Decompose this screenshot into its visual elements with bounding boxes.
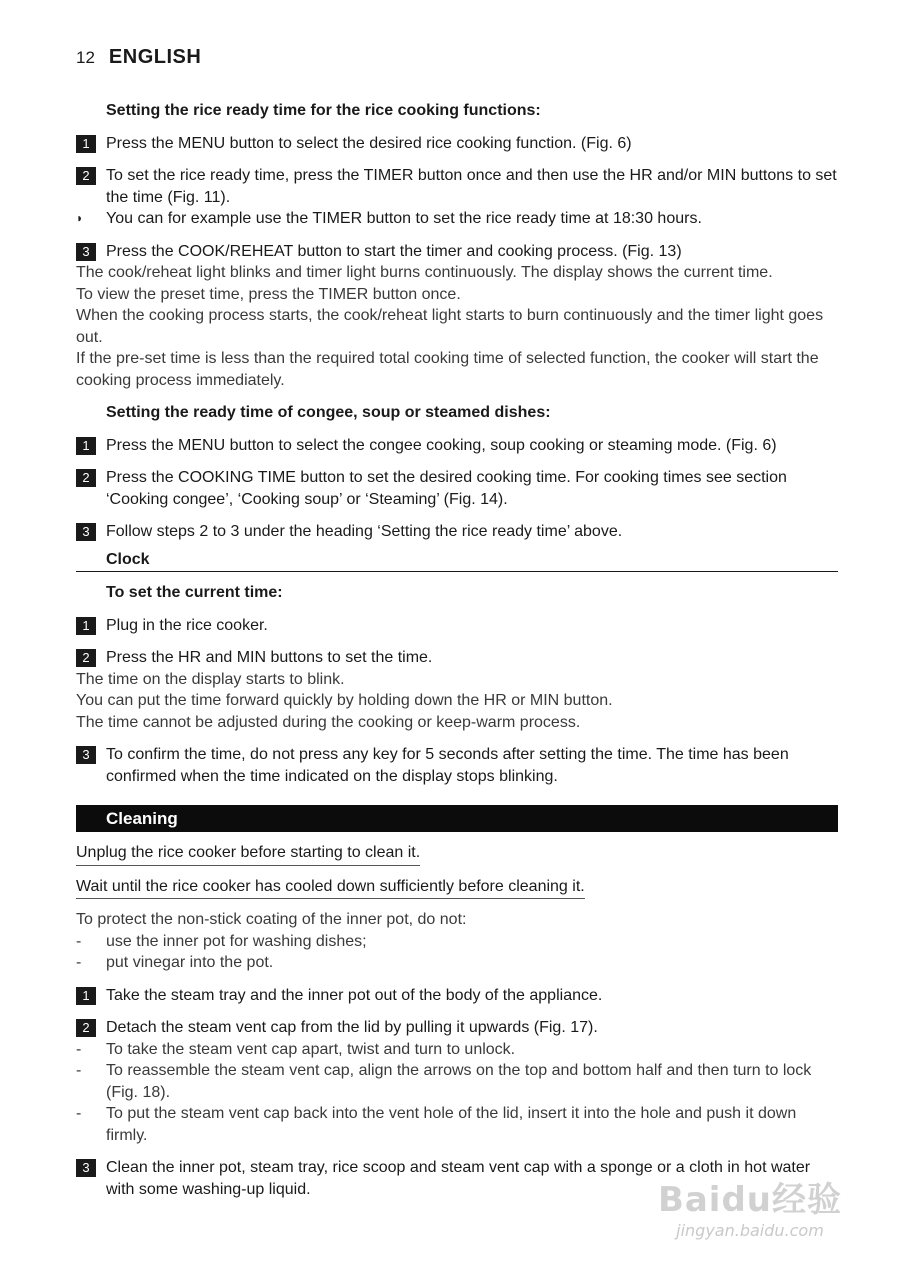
- step-number-badge: 2: [76, 649, 96, 667]
- step-number-badge: 2: [76, 469, 96, 487]
- step-number-badge: 1: [76, 617, 96, 635]
- step-item: [76, 435, 838, 457]
- step-text: Press the COOKING TIME button to set the desired cooking time. For cooking times see section ‘Cooking congee’, ‘Cooking soup’ or ‘Steaming’ (Fig. 14).: [106, 469, 787, 508]
- congee-heading: Setting the ready time of congee, soup or steamed dishes:: [106, 404, 551, 421]
- note-text: The time cannot be adjusted during the cooking or keep-warm process.: [76, 713, 581, 731]
- dash-marker: -: [76, 1105, 82, 1122]
- document-body: [76, 100, 838, 1211]
- step-text: Press the MENU button to select the congee cooking, soup cooking or steaming mode. (Fig. 6): [106, 436, 777, 454]
- baidu-watermark: [658, 1172, 842, 1240]
- list-item: [76, 1103, 838, 1146]
- list-item-text: To reassemble the steam vent cap, align the arrows on the top and bottom half and then turn to lock (Fig. 18).: [106, 1062, 812, 1101]
- list-item: [76, 952, 838, 974]
- step-text: Plug in the rice cooker.: [106, 616, 268, 634]
- step-item: [76, 133, 838, 155]
- step-number-badge: 3: [76, 1159, 96, 1177]
- step-number-badge: 3: [76, 523, 96, 541]
- step-text: Press the COOK/REHEAT button to start the timer and cooking process. (Fig. 13): [106, 242, 682, 260]
- note-text: When the cooking process starts, the cook/reheat light starts to burn continuously and the timer light goes out.: [76, 307, 824, 346]
- step-item: [76, 615, 838, 637]
- watermark-url: jingyan.baidu.com: [676, 1221, 824, 1240]
- note-text: The time on the display starts to blink.: [76, 670, 345, 688]
- step-number-badge: 3: [76, 746, 96, 764]
- warning-text: Unplug the rice cooker before starting to clean it.: [76, 842, 420, 866]
- language-label: ENGLISH: [108, 46, 202, 68]
- step-number-badge: 1: [76, 135, 96, 153]
- tip-marker-icon: ◗: [76, 211, 84, 225]
- step-item: [76, 744, 838, 787]
- watermark-logo: Baidu经验: [657, 1180, 842, 1220]
- step-item: [76, 647, 838, 669]
- step-item: [76, 1017, 838, 1039]
- dash-marker: -: [76, 1062, 82, 1079]
- rice-ready-heading: Setting the rice ready time for the rice cooking functions:: [106, 102, 541, 119]
- step-number-badge: 2: [76, 1019, 96, 1037]
- page-header: [76, 46, 201, 69]
- step-text: Press the MENU button to select the desired rice cooking function. (Fig. 6): [106, 134, 632, 152]
- warning-text: Wait until the rice cooker has cooled down sufficiently before cleaning it.: [76, 876, 585, 900]
- cleaning-intro: To protect the non-stick coating of the inner pot, do not:: [76, 911, 467, 928]
- step-number-badge: 3: [76, 243, 96, 261]
- list-item-text: To put the steam vent cap back into the vent hole of the lid, insert it into the hole and push it down firmly.: [106, 1105, 797, 1144]
- list-item: [76, 1060, 838, 1103]
- step-text: Clean the inner pot, steam tray, rice scoop and steam vent cap with a sponge or a cloth in hot water with some washing-up liquid.: [106, 1159, 811, 1198]
- note-text: If the pre-set time is less than the required total cooking time of selected function, the cooker will start the cooking process immediately.: [76, 350, 819, 389]
- clock-subheading: To set the current time:: [106, 584, 283, 601]
- dash-marker: -: [76, 932, 82, 950]
- step-number-badge: 2: [76, 167, 96, 185]
- step-text: Follow steps 2 to 3 under the heading ‘Setting the rice ready time’ above.: [106, 523, 623, 540]
- step-text: Press the HR and MIN buttons to set the time.: [106, 649, 433, 666]
- cleaning-section-bar: Cleaning: [76, 805, 838, 832]
- tip-text: You can for example use the TIMER button to set the rice ready time at 18:30 hours.: [106, 210, 702, 227]
- list-item-text: To take the steam vent cap apart, twist and turn to unlock.: [106, 1040, 516, 1058]
- list-item-text: put vinegar into the pot.: [106, 954, 274, 971]
- list-item: [76, 1039, 838, 1061]
- dash-marker: -: [76, 954, 82, 971]
- step-item: [76, 241, 838, 263]
- step-text: Take the steam tray and the inner pot out of the body of the appliance.: [106, 986, 603, 1004]
- dash-marker: -: [76, 1040, 82, 1058]
- list-item: [76, 931, 838, 953]
- step-text: To confirm the time, do not press any key for 5 seconds after setting the time. The time has been confirmed when the time indicated on the display stops blinking.: [106, 746, 789, 785]
- clock-heading: Clock: [76, 549, 838, 573]
- note-text: To view the preset time, press the TIMER button once.: [76, 285, 461, 303]
- step-item: [76, 165, 838, 208]
- step-number-badge: 1: [76, 437, 96, 455]
- step-number-badge: 1: [76, 987, 96, 1005]
- step-text: To set the rice ready time, press the TIMER button once and then use the HR and/or MIN buttons to set the time (Fig. 11).: [106, 167, 837, 206]
- note-text: You can put the time forward quickly by holding down the HR or MIN button.: [76, 692, 613, 709]
- step-item: [76, 467, 838, 510]
- list-item-text: use the inner pot for washing dishes;: [106, 932, 367, 950]
- step-item: [76, 985, 838, 1007]
- step-item: [76, 521, 838, 543]
- page-number: 12: [76, 48, 95, 67]
- step-text: Detach the steam vent cap from the lid by pulling it upwards (Fig. 17).: [106, 1019, 598, 1036]
- tip-item: [76, 208, 838, 230]
- note-text: The cook/reheat light blinks and timer light burns continuously. The display shows the current time.: [76, 264, 773, 281]
